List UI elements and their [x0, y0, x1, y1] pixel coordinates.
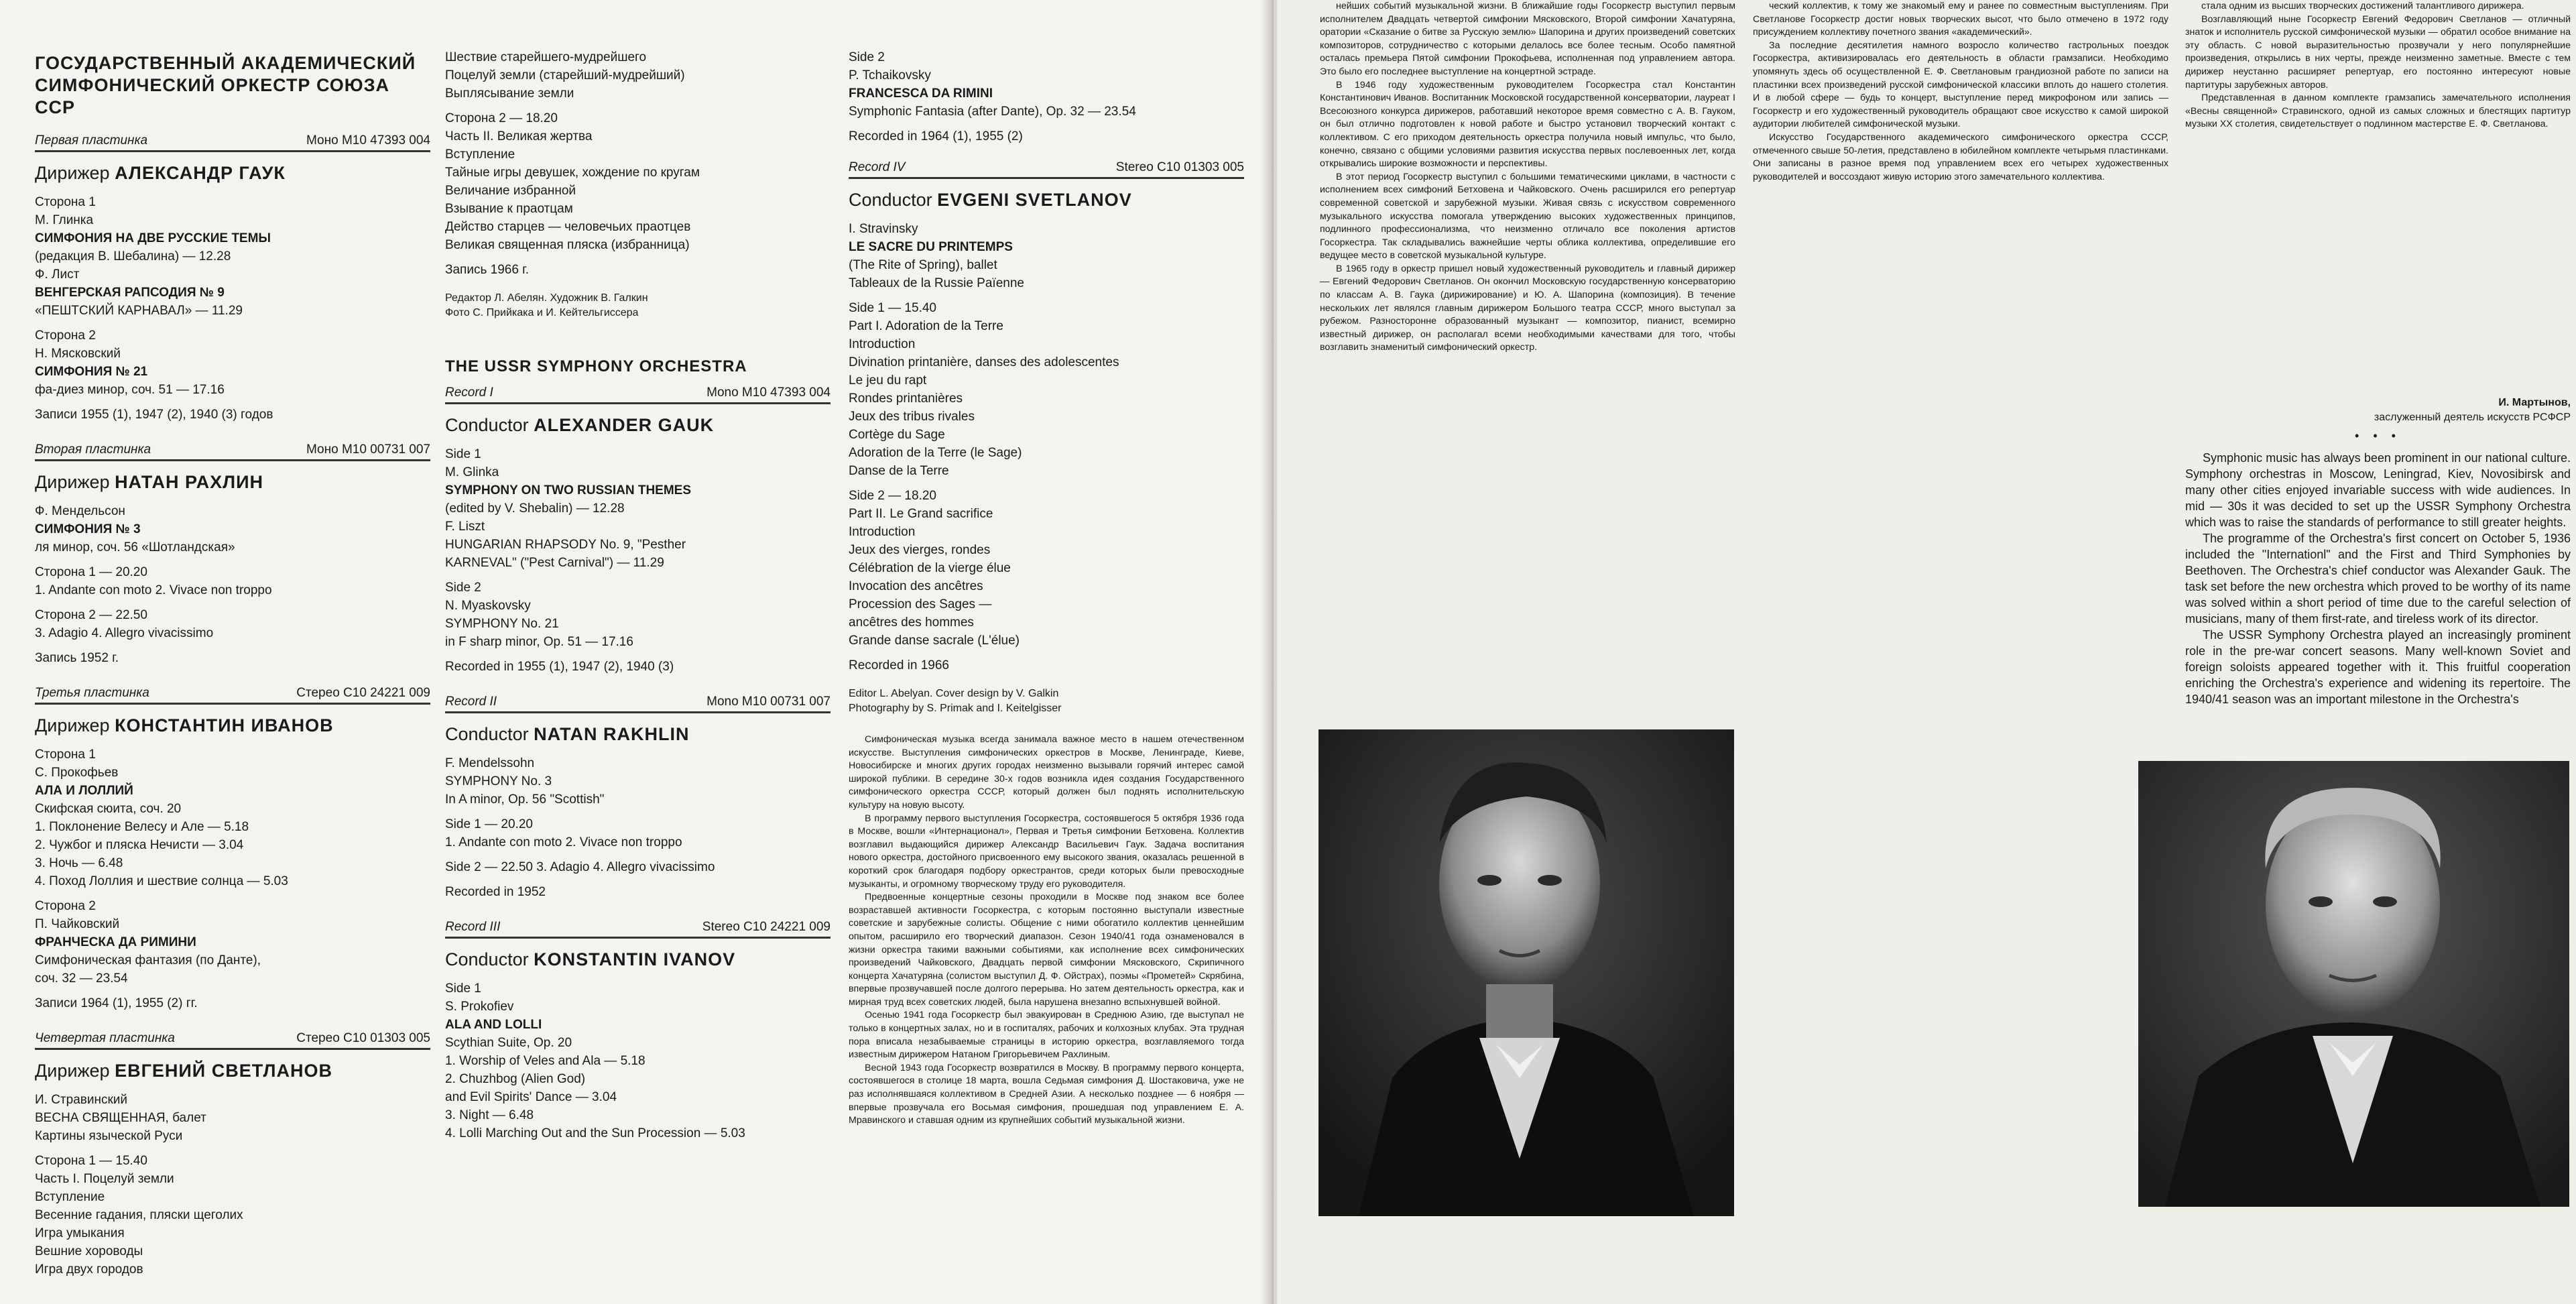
- track-line: KARNEVAL" ("Pest Carnival") — 11.29: [445, 556, 664, 570]
- essay-paragraph: Весной 1943 года Госоркестр возвратился в Москву. В программу первого концерта, состоявшегося в столице 18 марта, вошла Седьмая симфония Д. Шостаковича, уже не раз исполнявшаяся коллективом в Средней Азии. А несколько позднее — 6 ноября — впервые прозвучала его Восьмая симфония, прошедшая под управлением Е. А. Мравинского и ставшая одним из крупнейших событий музыкальной жизни.: [849, 1062, 1244, 1126]
- track-line: Divination printanière, danses des adolescentes: [849, 355, 1119, 369]
- track-line: Procession des Sages —: [849, 597, 992, 611]
- track-line: Jeux des vierges, rondes: [849, 543, 991, 557]
- track-line: Сторона 1 — 15.40: [35, 1154, 147, 1168]
- conductor-surname: ALEXANDER GAUK: [534, 415, 715, 435]
- track-line: F. Liszt: [445, 520, 485, 534]
- track-line: I. Stravinsky: [849, 222, 918, 236]
- russian-tracklist-column: [35, 52, 430, 1279]
- essay-paragraph: Осенью 1941 года Госоркестр был эвакуирован в Среднюю Азию, где выступал не только в концертных залах, но и в госпиталях, рабочих и колхозных клубах. Эта трудная пора вписала незабываемые страницы в историю оркестра, возглавляемого тогда известным дирижером Натаном Григорьевичем Рахлиным.: [849, 1010, 1244, 1061]
- track-line: фа-диез минор, соч. 51 — 17.16: [35, 383, 225, 397]
- track-line: 1. Worship of Veles and Ala — 5.18: [445, 1054, 646, 1068]
- spacer: [445, 876, 831, 883]
- conductor-surname: ЕВГЕНИЙ СВЕТЛАНОВ: [115, 1061, 332, 1081]
- conductor-name: [849, 190, 1244, 211]
- record-catalog: Стерео С10 24221 009: [296, 686, 430, 700]
- essay-paragraph: Представленная в данном комплекте грамзапись замечательного исполнения «Весны священной» Стравинского, одной из самых сложных и блестящих партитур музыки XX столетия, свидетельствует о подлинном мастерстве Е. Ф. Светланова.: [2185, 93, 2571, 130]
- track-line: ВЕНГЕРСКАЯ РАПСОДИЯ № 9: [35, 286, 225, 300]
- track-line: P. Tchaikovsky: [849, 68, 931, 82]
- russian-essay-part1: [849, 733, 1244, 1226]
- track-line: Сторона 2: [35, 899, 96, 913]
- track-line: Danse de la Terre: [849, 464, 949, 478]
- page-fold: [1260, 0, 1274, 1304]
- spacer: [445, 254, 831, 261]
- record-catalog: Mono M10 00731 007: [707, 695, 831, 709]
- essay-separator: • • •: [2355, 429, 2401, 442]
- track-line: Сторона 1: [35, 748, 96, 762]
- track-line: 3. Adagio 4. Allegro vivacissimo: [35, 626, 214, 640]
- essay-paragraph: В этот период Госоркестр выступил с большими тематическими циклами, в частности с исполнением всех симфоний Бетховена и Чайковского. Очень расширился его репертуар современной советской и зарубежной музыки. Живая связь с искусством современного музыкального искусства помогала утверждению высоких художественных принципов, подлинного профессионализма, что неизменно отличало все поколения артистов Госоркестра. Так складывались важнейшие черты облика коллектива, определившие его ведущее место в советской музыкальной культуре.: [1320, 171, 1735, 261]
- track-line: (The Rite of Spring), ballet: [849, 258, 997, 272]
- track-line: FRANCESCA DA RIMINI: [849, 86, 993, 101]
- spacer: [35, 988, 430, 994]
- track-line: Ф. Мендельсон: [35, 504, 125, 518]
- track-line: 1. Andante con moto 2. Vivace non troppo: [445, 835, 682, 849]
- russian-record-block: [35, 442, 430, 667]
- track-line: Скифская сюита, соч. 20: [35, 802, 182, 816]
- track-line: Part I. Adoration de la Terre: [849, 319, 1003, 333]
- track-line: Side 1 — 15.40: [849, 301, 936, 315]
- track-line: SYMPHONY No. 21: [445, 617, 559, 631]
- essay-paragraph: Symphonic music has always been prominent in our national culture. Symphony orchestras in Moscow, Leningrad, Kiev, Novosibirsk and many other cities enjoyed invariable success with wide audiences. In mid — 30s it was decided to set up the USSR Symphony Orchestra which was to raise the standards of performance to still greater heights.: [2185, 451, 2571, 529]
- essay-paragraph: Предвоенные концертные сезоны проходили в Москве под знаком все более возраставшей активности Госоркестра, с которым постоянно выступали известные советские и зарубежные солисты. Общение с ними обогатило коллектив ценнейшим опытом, расширило его творческий диапазон. Сезон 1940/41 года ознаменовался в жизни оркестра такими важными событиями, как исполнение всех симфонических произведений Чайковского, Двадцать первой симфонии Мясковского, Скрипичного концерта Хачатуряна (солистом выступил Д. Ф. Ойстрах), поэмы «Прометей» Скрябина, впервые прозвучавшей после долгого перерыва. Но затем деятельность оркестра, как и мирная труд всех советских людей, была нарушена внезапно вспыхнувшей войной.: [849, 892, 1244, 1008]
- essay-signature: И. Мартынов, заслуженный деятель искусств РСФСР: [2374, 397, 2571, 423]
- essay-paragraph: Возглавляющий ныне Госоркестр Евгений Федорович Светланов — отличный знаток и исполнитель русской симфонической музыки — обратил особое внимание на эту область. С новой выразительностью прозвучали у него популярнейшие произведения, открылись в них черты, прежде неизменно заметные. Вместе с тем дирижер неустанно расширяет репертуар, его постоянно интересуют новые партитуры зарубежных авторов.: [2185, 13, 2571, 91]
- russian-record-block: [35, 133, 430, 424]
- conductor-prefix: Conductor: [849, 190, 938, 210]
- record-label: Record III: [445, 920, 501, 934]
- track-line: Introduction: [849, 337, 916, 351]
- track-line: F. Mendelssohn: [445, 756, 535, 770]
- english-record-block: [445, 386, 831, 676]
- right-sheet: [1277, 0, 2576, 1304]
- essay-paragraph: The USSR Symphony Orchestra played an increasingly prominent role in the pre-war concert seasons. Many well-known Soviet and foreign soloists appeared together with it. This fruitful cooperation enriching the Orchestra's experience and widening its repertoire. The 1940/41 season was an important milestone in the Orchestra's: [2185, 628, 2571, 706]
- record-catalog: Stereo C10 01303 005: [1115, 160, 1244, 174]
- conductor-prefix: Дирижер: [35, 1061, 115, 1081]
- track-line: SYMPHONY ON TWO RUSSIAN THEMES: [445, 483, 692, 497]
- track-line: 2. Чужбог и пляска Нечисти — 3.04: [35, 838, 244, 852]
- track-line: Cortège du Sage: [849, 428, 945, 442]
- conductor-name: [445, 724, 831, 745]
- record-catalog: Моно М10 47393 004: [306, 133, 430, 147]
- track-line: Вступление: [445, 147, 515, 162]
- track-line: 4. Lolli Marching Out and the Sun Procession — 5.03: [445, 1126, 745, 1140]
- track-line: Поцелуй земли (старейший-мудрейший): [445, 68, 685, 82]
- conductor-surname: EVGENI SVETLANOV: [937, 190, 1132, 210]
- conductor-surname: KONSTANTIN IVANOV: [534, 949, 736, 969]
- track-line: Записи 1955 (1), 1947 (2), 1940 (3) годов: [35, 408, 273, 422]
- spacer: [445, 103, 831, 109]
- track-line: 1. Andante con moto 2. Vivace non troppo: [35, 583, 272, 597]
- english-record4-column: [849, 48, 1244, 1226]
- track-line: Сторона 2 — 22.50: [35, 608, 147, 622]
- record-catalog: Mono M10 47393 004: [707, 386, 831, 400]
- track-line: Запись 1966 г.: [445, 263, 530, 277]
- spacer: [35, 599, 430, 606]
- conductor-name: [35, 472, 430, 493]
- conductor-name: [35, 715, 430, 736]
- track-line: Игра двух городов: [35, 1262, 143, 1277]
- track-line: ФРАНЧЕСКА ДА РИМИНИ: [35, 935, 196, 949]
- conductor-prefix: Conductor: [445, 415, 534, 435]
- spacer: [35, 399, 430, 406]
- track-line: Сторона 1: [35, 195, 96, 209]
- track-line: Записи 1964 (1), 1955 (2) гг.: [35, 996, 198, 1010]
- conductor-prefix: Дирижер: [35, 472, 115, 492]
- track-line: АЛА И ЛОЛЛИЙ: [35, 784, 133, 798]
- track-line: Part II. Le Grand sacrifice: [849, 507, 993, 521]
- track-line: Весенние гадания, пляски щеголих: [35, 1208, 243, 1222]
- spacer: [35, 890, 430, 897]
- record-bar: [35, 1031, 430, 1050]
- track-line: Часть II. Великая жертва: [445, 129, 593, 143]
- english-header: THE USSR SYMPHONY ORCHESTRA: [445, 357, 747, 375]
- essay-paragraph: В 1965 году в оркестр пришел новый художественный руководитель и главный дирижер — Евгений Федорович Светланов. Он окончил Московскую государственную консерваторию по классам А. В. Гаука (дирижирование) и Ю. А. Шапорина (композиция). В течение нескольких лет являлся главным дирижером Большого театра СССР, много выступал за рубежом. Разносторонне образованный музыкант — композитор, пианист, всемирно известный дирижер, он располагал всеми необходимыми качествами для того, чтобы возглавить знаменитый симфонический оркестр.: [1320, 263, 1735, 353]
- track-line: СИМФОНИЯ № 21: [35, 365, 148, 379]
- track-line: ВЕСНА СВЯЩЕННАЯ, балет: [35, 1111, 206, 1125]
- conductor-portrait-photo-1: [1318, 729, 1734, 1216]
- track-line: (edited by V. Shebalin) — 12.28: [445, 501, 625, 516]
- record-bar: [445, 695, 831, 713]
- track-line: Часть I. Поцелуй земли: [35, 1172, 174, 1186]
- track-line: Симфоническая фантазия (по Данте),: [35, 953, 261, 967]
- record-label: Третья пластинка: [35, 686, 149, 700]
- track-line: Rondes printanières: [849, 392, 963, 406]
- track-line: ля минор, соч. 56 «Шотландская»: [35, 540, 235, 554]
- track-line: М. Глинка: [35, 213, 94, 227]
- spacer: [849, 121, 1244, 127]
- record-label: Record IV: [849, 160, 906, 174]
- essay-paragraph: ческий коллектив, к тому же знакомый ему и ранее по совместным выступлениям. При Светланове Госоркестр достиг новых творческих высот, что было отмечено в 1972 году присуждением коллективу почетного звания «академический».: [1753, 1, 2168, 38]
- track-line: Side 1: [445, 447, 481, 461]
- track-line: СИМФОНИЯ НА ДВЕ РУССКИЕ ТЕМЫ: [35, 231, 271, 245]
- francesca-block: [849, 48, 1244, 145]
- english-credits: Editor L. Abelyan. Cover design by V. Galkin Photography by S. Primak and I. Keitelgisser: [849, 688, 1062, 714]
- track-line: Взывание к праотцам: [445, 202, 573, 216]
- record-catalog: Stereo C10 24221 009: [702, 920, 831, 934]
- essay-end-column: [2185, 0, 2571, 711]
- english-essay: [2185, 450, 2571, 711]
- track-line: in F sharp minor, Op. 51 — 17.16: [445, 635, 633, 649]
- left-sheet: [0, 0, 1274, 1304]
- track-line: Игра умыкания: [35, 1226, 125, 1240]
- essay-paragraph: За последние десятилетия намного возросло количество гастрольных поездок Госоркестра, активизировалась его деятельность в области грамзаписи. Необходимо упомянуть здесь об осуществленной Е. Ф. Светлановым грандиозной работе по записи на пластинки всех произведений русской симфонической классики вплоть до нашего столетия. И в любой сфере — будь то концерт, выступление перед микрофоном или запись — Госоркестр и его художественный руководитель обращают свое искусство к самой широкой аудитории любителей симфонической музыки.: [1753, 40, 2168, 130]
- russian-continuation: [445, 48, 831, 279]
- track-line: ancêtres des hommes: [849, 615, 974, 630]
- spacer: [445, 651, 831, 658]
- track-line: Le jeu du rapt: [849, 373, 927, 388]
- track-line: and Evil Spirits' Dance — 3.04: [445, 1090, 617, 1104]
- track-line: 2. Chuzhbog (Alien God): [445, 1072, 586, 1086]
- track-line: N. Myaskovsky: [445, 599, 531, 613]
- essay-paragraph: Искусство Государственного академического симфонического оркестра СССР, отмеченного свыше 50-летия, представлено в юбилейном комплекте четырьмя пластинками. Они записаны в разное время под управлением всех его четырех художественных руководителей и воссоздают живую историю этого замечательного коллектива.: [1753, 131, 2168, 182]
- track-line: Jeux des tribus rivales: [849, 410, 975, 424]
- russian-essay-part3: [1753, 0, 2168, 1207]
- track-line: Célébration de la vierge élue: [849, 561, 1011, 575]
- track-line: Шествие старейшего-мудрейшего: [445, 50, 647, 64]
- track-line: С. Прокофьев: [35, 766, 119, 780]
- track-line: Side 2 — 22.50 3. Adagio 4. Allegro vivacissimo: [445, 860, 715, 874]
- track-line: Introduction: [849, 525, 916, 539]
- russian-credits: Редактор Л. Абелян. Художник В. Галкин Фото С. Прийкака и И. Кейтельгиссера: [445, 292, 648, 318]
- track-line: 1. Поклонение Велесу и Але — 5.18: [35, 820, 249, 834]
- track-line: Symphonic Fantasia (after Dante), Op. 32 — 23.54: [849, 105, 1136, 119]
- track-line: 3. Ночь — 6.48: [35, 856, 123, 870]
- track-line: Вешние хороводы: [35, 1244, 143, 1258]
- spacer: [35, 320, 430, 327]
- spacer: [35, 556, 430, 563]
- track-line: Действо старцев — человечьих праотцев: [445, 220, 691, 234]
- track-line: Side 1: [445, 982, 481, 996]
- track-line: Scythian Suite, Op. 20: [445, 1036, 572, 1050]
- track-line: Выплясывание земли: [445, 86, 574, 101]
- track-line: Тайные игры девушек, хождение по кругам: [445, 166, 700, 180]
- track-line: Recorded in 1966: [849, 658, 949, 672]
- essay-paragraph: В программу первого выступления Госоркестра, состоявшегося 5 октября 1936 года в Москве, вошли «Интернационал», Первая и Третья симфонии Бетховена. Коллектив возглавил выдающийся дирижер Александр Васильевич Гаук. Задача воспитания нового оркестра, достойного присвоенного ему высокого звания, оказалась решенной в короткий срок благодаря подбору оркестрантов, среди которых были превосходные музыканты, и огромному творческому труду его руководителя.: [849, 813, 1244, 890]
- track-line: П. Чайковский: [35, 917, 120, 931]
- english-record-block: [445, 920, 831, 1142]
- spacer: [445, 851, 831, 858]
- record-bar: [445, 386, 831, 404]
- track-line: Сторона 2 — 18.20: [445, 111, 558, 125]
- track-line: соч. 32 — 23.54: [35, 971, 128, 986]
- essay-paragraph: стала одним из высших творческих достижений талантливого дирижера.: [2201, 1, 2524, 11]
- conductor-prefix: Conductor: [445, 949, 534, 969]
- conductor-prefix: Conductor: [445, 724, 534, 744]
- track-line: Grande danse sacrale (L'élue): [849, 634, 1020, 648]
- conductor-surname: NATAN RAKHLIN: [534, 724, 690, 744]
- spacer: [849, 650, 1244, 656]
- track-line: Side 2: [445, 581, 481, 595]
- track-line: Recorded in 1955 (1), 1947 (2), 1940 (3): [445, 660, 674, 674]
- russian-record-block: [35, 1031, 430, 1279]
- track-line: HUNGARIAN RHAPSODY No. 9, "Pesther: [445, 538, 686, 552]
- russian-essay-part4: [2185, 0, 2571, 389]
- conductor-surname: КОНСТАНТИН ИВАНОВ: [115, 715, 334, 735]
- track-line: Recorded in 1964 (1), 1955 (2): [849, 129, 1023, 143]
- record-bar: [849, 160, 1244, 179]
- russian-header: ГОСУДАРСТВЕННЫЙ АКАДЕМИЧЕСКИЙ СИМФОНИЧЕСКИЙ ОРКЕСТР СОЮЗА ССР: [35, 53, 416, 117]
- spacer: [445, 572, 831, 579]
- record-label: Record I: [445, 386, 493, 400]
- english-record-block: [445, 695, 831, 901]
- conductor-surname: НАТАН РАХЛИН: [115, 472, 263, 492]
- essay-paragraph: The programme of the Orchestra's first concert on October 5, 1936 included the "Internationl" and the First and Third Symphonies by Beethoven. The Orchestra's chief conductor was Alexander Gauk. The task set before the new orchestra which proved to be worthy of its name was solved within a short period of time due to the careful selection of musicians, many of them first-rate, and tireless work of its director.: [2185, 532, 2571, 626]
- record-bar: [445, 920, 831, 939]
- essay-paragraph: В 1946 году художественным руководителем Госоркестра стал Константин Константинович Иванов. Воспитанник Московской государственной консерватории, лауреат I Всесоюзного конкурса дирижеров, работавший некоторое время совместно с А. В. Гауком, он был отлично подготовлен к новой работе и быстро установил творческий контакт с коллективом. С его приходом деятельность оркестра получила новый импульс, что было, конечно, связано с общими условиями развития искусства первых послевоенных лет, когда открывались широкие возможности и перспективы.: [1320, 79, 1735, 170]
- record-label: Record II: [445, 695, 497, 709]
- record-catalog: Моно М10 00731 007: [306, 442, 430, 457]
- conductor-portrait-photo-2: [2138, 761, 2569, 1207]
- track-line: Н. Мясковский: [35, 347, 121, 361]
- record-bar: [35, 133, 430, 152]
- track-line: In A minor, Op. 56 "Scottish": [445, 792, 605, 807]
- track-line: И. Стравинский: [35, 1093, 128, 1107]
- spacer: [849, 292, 1244, 299]
- record-label: Вторая пластинка: [35, 442, 151, 457]
- track-line: Ф. Лист: [35, 268, 80, 282]
- track-line: Invocation des ancêtres: [849, 579, 983, 593]
- track-line: Side 2: [849, 50, 885, 64]
- track-line: Recorded in 1952: [445, 885, 546, 899]
- essay-paragraph: нейших событий музыкальной жизни. В ближайшие годы Госоркестр выступил первым исполнителем Двадцать четвертой симфонии Мясковского, Второй симфонии Хачатуряна, оратории «Сказание о битве за Русскую землю» Шапорина и других произведений советских композиторов, сотрудничество с которыми делалось все более тесным. Особо памятной осталась премьера Пятой симфонии Прокофьева, исполненная под управлением автора. Это было его последнее выступление на концертной эстраде.: [1320, 1, 1735, 77]
- track-line: СИМФОНИЯ № 3: [35, 522, 141, 536]
- essay-paragraph: Симфоническая музыка всегда занимала важное место в нашем отечественном искусстве. Выступления симфонических оркестров в Москве, Ленинграде, Киеве, Новосибирске и многих других городах неизменно вызывали горячий интерес самой широкой публики. В середине 30-х годов возникла идея создания Государственного симфонического оркестра СССР, который должен был поднять исполнительскую культуру на новую высоту.: [849, 734, 1244, 811]
- track-line: Сторона 1 — 20.20: [35, 565, 147, 579]
- english-records: [445, 386, 831, 1142]
- track-line: «ПЕШТСКИЙ КАРНАВАЛ» — 11.29: [35, 304, 243, 318]
- track-line: Сторона 2: [35, 329, 96, 343]
- conductor-prefix: Дирижер: [35, 715, 115, 735]
- conductor-name: [445, 949, 831, 970]
- track-line: LE SACRE DU PRINTEMPS: [849, 240, 1013, 254]
- track-line: Side 2 — 18.20: [849, 489, 936, 503]
- russian-essay-part2: [1320, 0, 1735, 717]
- track-line: Запись 1952 г.: [35, 651, 119, 665]
- spacer: [35, 642, 430, 649]
- record-bar: [35, 686, 430, 705]
- track-line: SYMPHONY No. 3: [445, 774, 552, 788]
- track-line: M. Glinka: [445, 465, 499, 479]
- record-iv-block: [849, 160, 1244, 674]
- track-line: (редакция В. Шебалина) — 12.28: [35, 249, 231, 263]
- track-line: ALA AND LOLLI: [445, 1018, 542, 1032]
- track-line: Вступление: [35, 1190, 105, 1204]
- conductor-prefix: Дирижер: [35, 163, 115, 183]
- conductor-name: [35, 163, 430, 184]
- record-label: Четвертая пластинка: [35, 1031, 175, 1045]
- conductor-surname: АЛЕКСАНДР ГАУК: [115, 163, 286, 183]
- conductor-portrait-svg-2: [2138, 761, 2569, 1207]
- track-line: S. Prokofiev: [445, 1000, 514, 1014]
- track-line: 4. Поход Лоллия и шествие солнца — 5.03: [35, 874, 288, 888]
- track-line: Величание избранной: [445, 184, 576, 198]
- track-line: Великая священная пляска (избранница): [445, 238, 690, 252]
- track-line: 3. Night — 6.48: [445, 1108, 534, 1122]
- record-bar: [35, 442, 430, 461]
- conductor-name: [445, 415, 831, 436]
- record-label: Первая пластинка: [35, 133, 148, 147]
- spacer: [445, 809, 831, 815]
- record-catalog: Стерео С10 01303 005: [296, 1031, 430, 1045]
- spacer: [849, 480, 1244, 487]
- track-line: Adoration de la Terre (le Sage): [849, 446, 1022, 460]
- conductor-portrait-svg-1: [1318, 729, 1734, 1216]
- track-line: Tableaux de la Russie Païenne: [849, 276, 1024, 290]
- russian-records: [35, 133, 430, 1279]
- english-tracklist-column: [445, 48, 831, 1142]
- conductor-name: [35, 1061, 430, 1081]
- track-line: Side 1 — 20.20: [445, 817, 533, 831]
- track-line: Картины языческой Руси: [35, 1129, 183, 1143]
- russian-record-block: [35, 686, 430, 1012]
- spacer: [35, 1145, 430, 1152]
